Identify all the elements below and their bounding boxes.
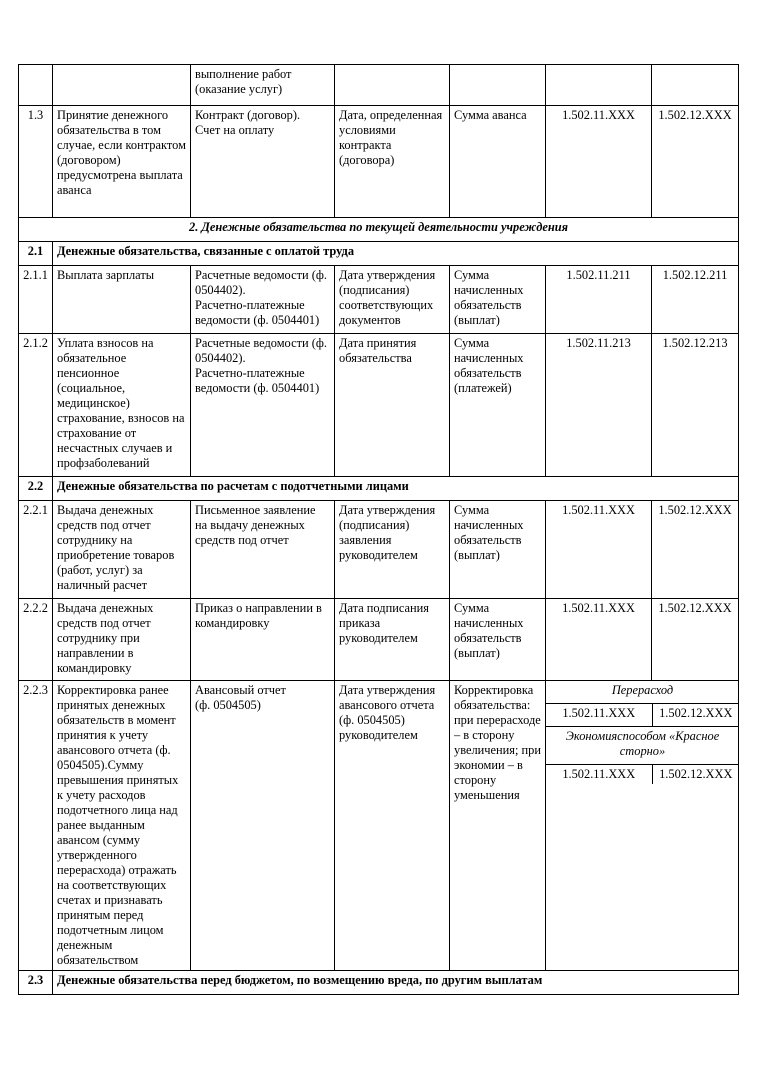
- operation-cell: [53, 65, 191, 106]
- amount-cell: Сумма аванса: [450, 106, 546, 218]
- table-row: [19, 599, 739, 681]
- debit-account: [546, 65, 652, 106]
- table-row: [19, 334, 739, 477]
- debit-account: 1.502.11.XXX: [546, 106, 652, 218]
- row-number: 2.2.3: [19, 681, 53, 971]
- subsection-number: 2.3: [19, 971, 53, 995]
- amount-cell: Сумма начисленных обязательств (выплат): [450, 266, 546, 334]
- amount-cell: Сумма начисленных обязательств (выплат): [450, 501, 546, 599]
- section-row: [19, 218, 739, 242]
- subsection-number: 2.2: [19, 477, 53, 501]
- operation-cell: Выдача денежных средств под отчет сотруднику на приобретение товаров (работ, услуг) за наличный расчет: [53, 501, 191, 599]
- section-title: 2. Денежные обязательства по текущей деятельности учреждения: [19, 218, 739, 242]
- debit-account: 1.502.11.XXX: [546, 599, 652, 681]
- subsection-title: Денежные обязательства по расчетам с подотчетными лицами: [53, 477, 739, 501]
- credit-account: 1.502.12.213: [652, 334, 739, 477]
- debit-account: 1.502.11.XXX: [546, 501, 652, 599]
- correction-accounts: [546, 681, 739, 971]
- table-row: [19, 681, 739, 971]
- document-cell: Приказ о направлении в командировку: [191, 599, 335, 681]
- subsection-number: 2.1: [19, 242, 53, 266]
- table-row: [19, 65, 739, 106]
- credit-account: 1.502.12.XXX: [652, 106, 739, 218]
- date-cell: Дата утверждения (подписания) заявления руководителем: [335, 501, 450, 599]
- document-cell: Письменное заявление на выдачу денежных средств под отчет: [191, 501, 335, 599]
- overrun-credit-account: 1.502.12.XXX: [652, 703, 739, 726]
- operation-cell: Уплата взносов на обязательное пенсионное (социальное, медицинское) страхование, взносов на страхование от несчастных случаев и профзаболеваний: [53, 334, 191, 477]
- date-cell: Дата подписания приказа руководителем: [335, 599, 450, 681]
- amount-cell: [450, 65, 546, 106]
- amount-cell: Сумма начисленных обязательств (платежей): [450, 334, 546, 477]
- debit-account: 1.502.11.213: [546, 334, 652, 477]
- credit-account: 1.502.12.211: [652, 266, 739, 334]
- date-cell: Дата принятия обязательства: [335, 334, 450, 477]
- debit-account: 1.502.11.211: [546, 266, 652, 334]
- overrun-label: Перерасход: [546, 681, 739, 703]
- operation-cell: Выдача денежных средств под отчет сотруднику при направлении в командировку: [53, 599, 191, 681]
- credit-account: 1.502.12.XXX: [652, 501, 739, 599]
- row-number: 2.1.2: [19, 334, 53, 477]
- credit-account: 1.502.12.XXX: [652, 599, 739, 681]
- table-row: [19, 106, 739, 218]
- row-number: 2.2.2: [19, 599, 53, 681]
- operation-cell: Выплата зарплаты: [53, 266, 191, 334]
- document-cell: Расчетные ведомости (ф. 0504402). Расчетно-платежные ведомости (ф. 0504401): [191, 266, 335, 334]
- date-cell: Дата утверждения авансового отчета (ф. 0504505) руководителем: [335, 681, 450, 971]
- subsection-row: [19, 971, 739, 995]
- saving-credit-account: 1.502.12.XXX: [652, 764, 739, 784]
- document-cell: Авансовый отчет (ф. 0504505): [191, 681, 335, 971]
- row-number: [19, 65, 53, 106]
- amount-cell: Корректировка обязательства: при перерасходе – в сторону увеличения; при экономии – в сторону уменьшения: [450, 681, 546, 971]
- subsection-row: [19, 477, 739, 501]
- document-cell: выполнение работ (оказание услуг): [191, 65, 335, 106]
- saving-debit-account: 1.502.11.XXX: [546, 764, 652, 784]
- table-row: [19, 266, 739, 334]
- credit-account: [652, 65, 739, 106]
- document-cell: Расчетные ведомости (ф. 0504402). Расчетно-платежные ведомости (ф. 0504401): [191, 334, 335, 477]
- row-number: 2.1.1: [19, 266, 53, 334]
- correction-subtable: [546, 681, 739, 784]
- operation-cell: Корректировка ранее принятых денежных обязательств в момент принятия к учету авансового отчета (ф. 0504505).Сумму превышения принятых к учету расходов подотчетного лица над ранее выданным авансом (сумму утвержденного перерасхода) отражать на соответствующих счетах и признавать принятым перед подотчетным лицом денежным обязательством: [53, 681, 191, 971]
- table-row: [19, 501, 739, 599]
- operation-cell: Принятие денежного обязательства в том случае, если контрактом (договором) предусмотрена выплата аванса: [53, 106, 191, 218]
- date-cell: [335, 65, 450, 106]
- document-cell: Контракт (договор). Счет на оплату: [191, 106, 335, 218]
- subsection-title: Денежные обязательства перед бюджетом, по возмещению вреда, по другим выплатам: [53, 971, 739, 995]
- row-number: 2.2.1: [19, 501, 53, 599]
- row-number: 1.3: [19, 106, 53, 218]
- amount-cell: Сумма начисленных обязательств (выплат): [450, 599, 546, 681]
- date-cell: Дата утверждения (подписания) соответствующих документов: [335, 266, 450, 334]
- saving-label: Экономияспособом «Красное сторно»: [546, 726, 739, 764]
- obligations-table: [18, 64, 739, 995]
- subsection-title: Денежные обязательства, связанные с оплатой труда: [53, 242, 739, 266]
- overrun-debit-account: 1.502.11.XXX: [546, 703, 652, 726]
- subsection-row: [19, 242, 739, 266]
- date-cell: Дата, определенная условиями контракта (договора): [335, 106, 450, 218]
